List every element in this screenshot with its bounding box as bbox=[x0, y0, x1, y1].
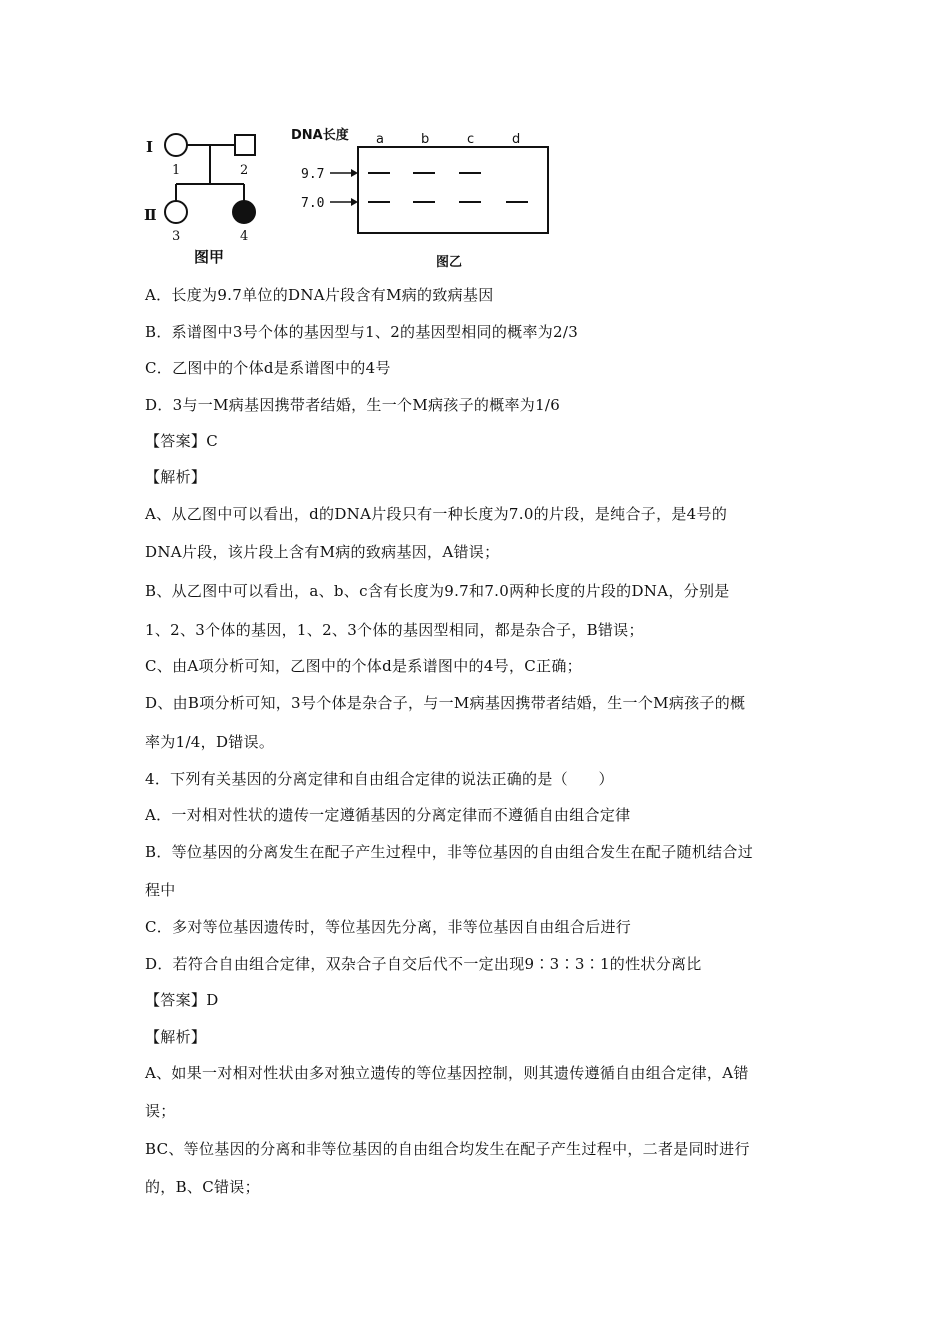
lane-label-a: a bbox=[376, 132, 384, 147]
marker-7-0-arrowhead bbox=[351, 198, 358, 206]
q4-analysis-line: A、如果一对相对性状由多对独立遗传的等位基因控制，则其遗传遵循自由组合定律，A错 bbox=[145, 1064, 749, 1082]
generation-1-label: Ⅰ bbox=[146, 138, 154, 156]
q3-analysis-line: A、从乙图中可以看出，d的DNA片段只有一种长度为7.0的片段，是纯合子，是4号的 bbox=[145, 505, 728, 523]
individual-3-label: 3 bbox=[172, 229, 181, 244]
pedigree-caption: 图甲 bbox=[194, 248, 225, 266]
genetics-figure bbox=[138, 122, 558, 272]
q4-stem: 4．下列有关基因的分离定律和自由组合定律的说法正确的是（ ） bbox=[145, 770, 614, 788]
q4-option-c: C．多对等位基因遗传时，等位基因先分离，非等位基因自由组合后进行 bbox=[145, 918, 632, 936]
male-unaffected-2 bbox=[235, 135, 255, 155]
dna-length-title: DNA长度 bbox=[291, 128, 349, 143]
individual-1-label: 1 bbox=[172, 163, 181, 178]
q3-analysis-line: D、由B项分析可知，3号个体是杂合子，与一M病基因携带者结婚，生一个M病孩子的概 bbox=[145, 694, 746, 712]
individual-4-label: 4 bbox=[240, 229, 249, 244]
q4-analysis-line: 的，B、C错误； bbox=[145, 1178, 260, 1196]
q4-option-b: B．等位基因的分离发生在配子产生过程中，非等位基因的自由组合发生在配子随机结合过 bbox=[145, 843, 754, 861]
pedigree-chart bbox=[144, 134, 255, 266]
q3-analysis-line: B、从乙图中可以看出，a、b、c含有长度为9.7和7.0两种长度的片段的DNA，分别是 bbox=[145, 582, 730, 600]
generation-2-label: Ⅱ bbox=[144, 206, 157, 224]
q3-option-c: C．乙图中的个体d是系谱图中的4号 bbox=[145, 359, 391, 377]
q3-analysis-line: 率为1/4，D错误。 bbox=[145, 733, 275, 751]
q4-analysis-line: 误； bbox=[145, 1102, 176, 1120]
lane-label-d: d bbox=[512, 132, 521, 147]
q3-analysis-line: DNA片段，该片段上含有M病的致病基因，A错误； bbox=[145, 543, 500, 561]
q3-analysis-line: C、由A项分析可知，乙图中的个体d是系谱图中的4号，C正确； bbox=[145, 657, 582, 675]
q4-option-a: A．一对相对性状的遗传一定遵循基因的分离定律而不遵循自由组合定律 bbox=[145, 806, 631, 824]
q4-analysis-label: 【解析】 bbox=[145, 1028, 207, 1046]
q3-answer: 【答案】C bbox=[145, 432, 218, 450]
q3-option-b: B．系谱图中3号个体的基因型与1、2的基因型相同的概率为2/3 bbox=[145, 323, 579, 341]
lane-label-c: c bbox=[467, 132, 475, 147]
female-unaffected-3 bbox=[165, 201, 187, 223]
marker-9-7-label: 9.7 bbox=[301, 167, 325, 182]
q4-analysis-line: BC、等位基因的分离和非等位基因的自由组合均发生在配子产生过程中，二者是同时进行 bbox=[145, 1140, 750, 1158]
q3-option-a: A．长度为9.7单位的DNA片段含有M病的致病基因 bbox=[145, 286, 494, 304]
marker-7-0-label: 7.0 bbox=[301, 196, 325, 211]
q3-option-d: D．3与一M病基因携带者结婚，生一个M病孩子的概率为1/6 bbox=[145, 396, 561, 414]
figure-area bbox=[138, 122, 558, 272]
gel-chart bbox=[291, 127, 548, 270]
marker-9-7-arrowhead bbox=[351, 169, 358, 177]
q4-option-d: D．若符合自由组合定律，双杂合子自交后代不一定出现9∶3∶3∶1的性状分离比 bbox=[145, 955, 702, 973]
q4-option-b-cont: 程中 bbox=[145, 881, 176, 899]
q3-analysis-line: 1、2、3个体的基因，1、2、3个体的基因型相同，都是杂合子，B错误； bbox=[145, 621, 644, 639]
individual-2-label: 2 bbox=[240, 163, 249, 178]
q4-answer: 【答案】D bbox=[145, 991, 219, 1009]
gel-frame bbox=[358, 147, 548, 233]
q3-analysis-label: 【解析】 bbox=[145, 468, 207, 486]
lane-label-b: b bbox=[421, 132, 430, 147]
female-unaffected-1 bbox=[165, 134, 187, 156]
gel-caption: 图乙 bbox=[436, 255, 463, 270]
female-affected-4 bbox=[233, 201, 255, 223]
